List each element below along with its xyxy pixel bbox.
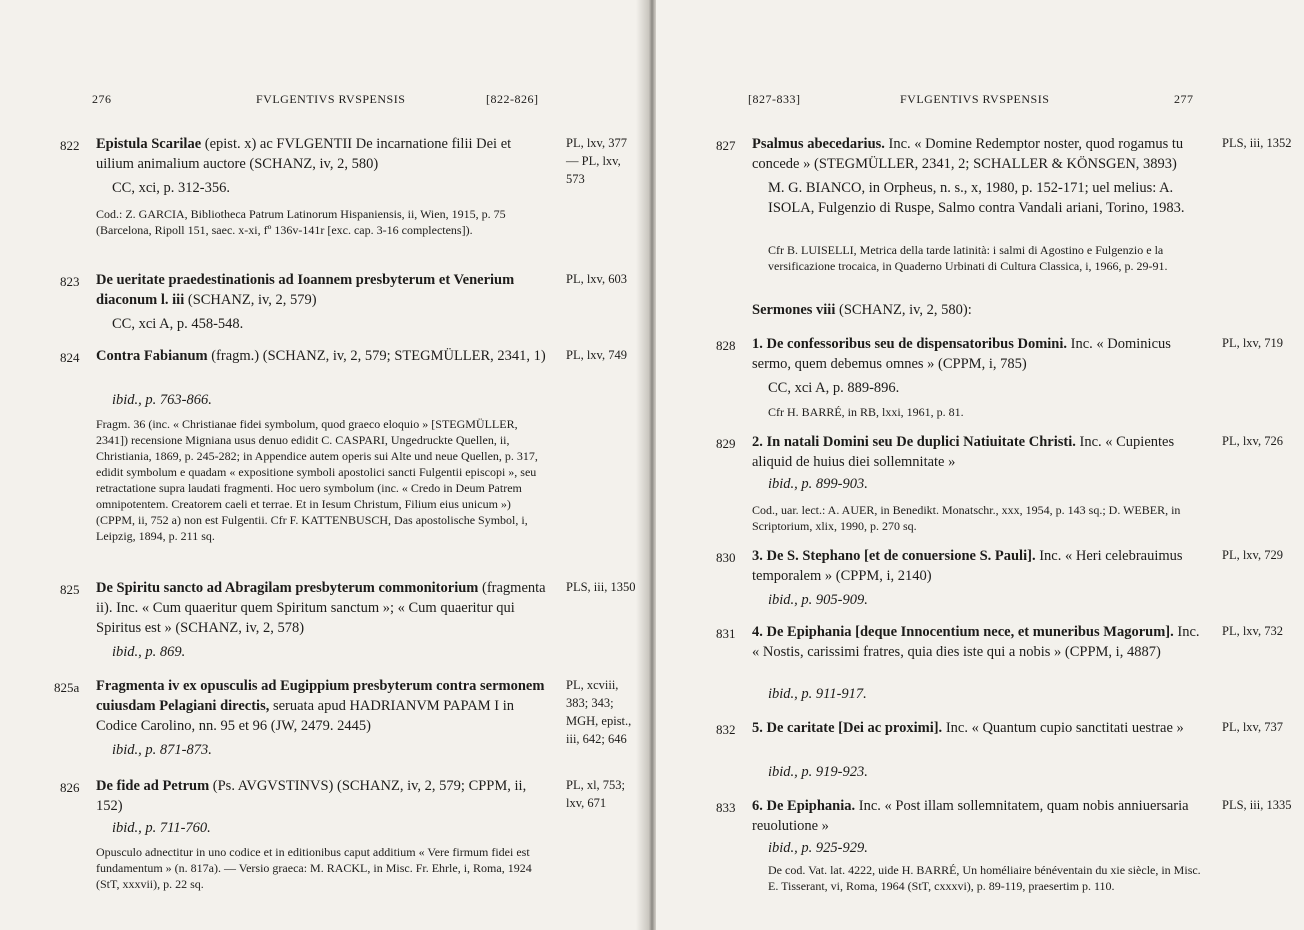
left-range: [822-826] — [486, 92, 539, 106]
left-page: 276 FVLGENTIVS RVSPENSIS [822-826] 822 Epistula Scarilae (epist. x) ac FVLGENTII De incarnatione filii Dei et uilium animalium auctore (SCHANZ, iv, 2, 580) CC, xci, p. 312-356. Cod.: Z. GARCIA, Bibliotheca Patrum Latinorum Hispaniensis, ii, Wien, 1915, p. 75 (Barcelona, Ripoll 151, saec. x-xi, fº 136v-141r [exc. cap. 3-16 complectens]). PL, lxv, 377 — PL, lxv, 573 823 De ueritate praedestinationis ad Ioannem presbyterum et Venerium diaconum l. iii (SCHANZ, iv, 2, 579) CC, xci A, p. 458-548. PL, lxv, 603 824 Contra Fabianum (fragm.) (SCHANZ, iv, 2, 579; STEGMÜLLER, 2341, 1) ibid., p. 763-866. Fragm. 36 (inc. « Christianae fidei symbolum, quod graeco eloquio » [STEGMÜLLER, 2341]) recensione Migniana usus denuo edidit C. CASPARI, Ungedruckte Quellen, ii, Christiania, 1869, p. 245-282; in Appendice autem operis sui Alte und neue Quellen, p. 317, edidit symbolum e quadam « expositione symboli apostolici sancti Fulgentii episcopi », seu retractatione supra laudati fragmenti. Hoc uero symbolum (inc. « Credo in Deum Patrem omnipotentem. Creatorem caeli et terrae. Et in Iesum Christum, Filium eius unicum ») (CPPM, ii, 752 a) non est Fulgentii. Cfr F. KATTENBUSCH, Das apostolische Symbol, i, Leipzig, 1894, p. 211 sq. PL, lxv, 749 825 De Spiritu sancto ad Abragilam presbyterum commonitorium (fragmenta ii). Inc. « Cum quaeritur quem Spiritum sanctum »; « Cum quaeritur qui Spiritus est » (SCHANZ, iv, 2, 578) ibid., p. 869. PLS, iii, 1350 825a Fragmenta iv ex opusculis ad Eugippium presbyterum contra sermonem cuiusdam Pelagiani directis, seruata apud HADRIANVM PAPAM I in Codice Carolino, nn. 95 et 96 (JW, 2479. 2445) ibid., p. 871-873. PL, xcviii, 383; 343; MGH, epist., iii, 642; 646 826 De fide ad Petrum (Ps. AVGVSTINVS) (SCHANZ, iv, 2, 579; CPPM, ii, 152) ibid., p. 711-760. Opusculo adnectitur in uno codice et in editionibus caput additium « Vere firmum fidei est fundamentum » (n. 817a). — Versio graeca: M. RACKL, in Misc. Fr. Ehrle, i, Roma, 1924 (StT, xxxvii), p. 22 sq. PL, xl, 753; lxv, 671 — [0, 0, 648, 930]
right-range: [827-833] — [748, 92, 801, 106]
right-page: [827-833] FVLGENTIVS RVSPENSIS 277 827 Psalmus abecedarius. Inc. « Domine Redemptor noster, quod rogamus tu concede » (STEGMÜLLER, 2341, 2; SCHALLER & KÖNSGEN, 3893) M. G. BIANCO, in Orpheus, n. s., x, 1980, p. 152-171; uel melius: A. ISOLA, Fulgenzio di Ruspe, Salmo contra Vandali ariani, Torino, 1983. Cfr B. LUISELLI, Metrica della tarde latinità: i salmi di Agostino e Fulgenzio e la versificazione trocaica, in Quaderno Urbinati di Cultura Classica, i, 1966, p. 29-91. PLS, iii, 1352 Sermones viii (SCHANZ, iv, 2, 580): 828 1. De confessoribus seu de dispensatoribus Domini. Inc. « Dominicus sermo, quem debemus omnes » (CPPM, i, 785) CC, xci A, p. 889-896. Cfr H. BARRÉ, in RB, lxxi, 1961, p. 81. PL, lxv, 719 829 2. In natali Domini seu De duplici Natiuitate Christi. Inc. « Cupientes aliquid de huius diei sollemnitate » ibid., p. 899-903. Cod., uar. lect.: A. AUER, in Benedikt. Monatschr., xxx, 1954, p. 143 sq.; D. WEBER, in Scriptorium, xlix, 1990, p. 270 sq. PL, lxv, 726 830 3. De S. Stephano [et de conuersione S. Pauli]. Inc. « Heri celebrauimus temporalem » (CPPM, i, 2140) ibid., p. 905-909. PL, lxv, 729 831 4. De Epiphania [deque Innocentium nece, et muneribus Magorum]. Inc. « Nostis, carissimi fratres, quia dies iste qui a nobis » (CPPM, i, 4887) ibid., p. 911-917. PL, lxv, 732 832 5. De caritate [Dei ac proximi]. Inc. « Quantum cupio sanctitati uestrae » ibid., p. 919-923. PL, lxv, 737 833 6. De Epiphania. Inc. « Post illam sollemnitatem, quam nobis anniuersaria reuolutione » ibid., p. 925-929. De cod. Vat. lat. 4222, uide H. BARRÉ, Un homéliaire bénéventain du xie siècle, in Misc. E. Tisserant, vi, Roma, 1964 (StT, cxxxvi), p. 89-119, praesertim p. 110. PLS, iii, 1335 — [656, 0, 1304, 930]
left-page-number: 276 — [92, 92, 112, 106]
right-running-title: FVLGENTIVS RVSPENSIS — [900, 92, 1050, 106]
right-page-number: 277 — [1174, 92, 1194, 106]
left-running-title: FVLGENTIVS RVSPENSIS — [256, 92, 406, 106]
